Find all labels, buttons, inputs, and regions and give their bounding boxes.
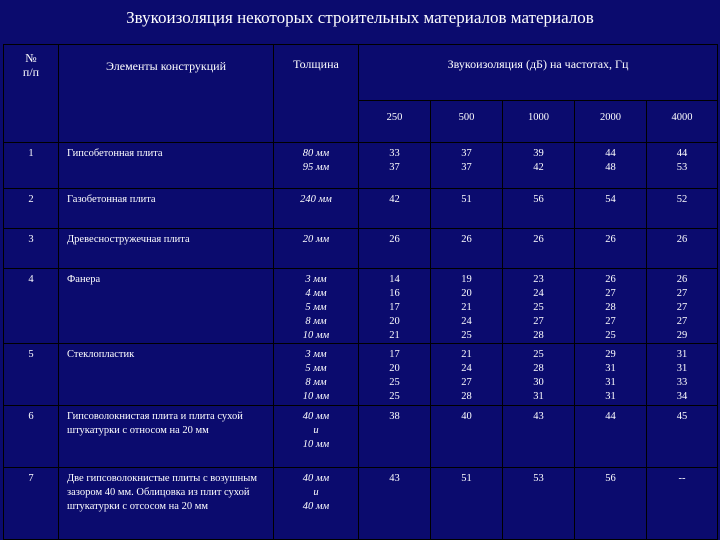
row-value: 21 24 27 28 <box>431 344 503 406</box>
row-thickness: 20 мм <box>274 229 359 269</box>
freq-header: 250 <box>359 101 431 143</box>
freq-header: 500 <box>431 101 503 143</box>
row-value: 39 42 <box>503 143 575 189</box>
row-value: 17 20 25 25 <box>359 344 431 406</box>
row-number: 7 <box>4 468 59 540</box>
row-number: 6 <box>4 406 59 468</box>
row-thickness: 3 мм 4 мм 5 мм 8 мм 10 мм <box>274 269 359 344</box>
row-value: 29 31 31 31 <box>575 344 647 406</box>
row-value: 56 <box>503 189 575 229</box>
row-number: 3 <box>4 229 59 269</box>
row-value: 43 <box>503 406 575 468</box>
col-header-num: № п/п <box>4 45 59 143</box>
row-value: 42 <box>359 189 431 229</box>
row-number: 5 <box>4 344 59 406</box>
row-thickness: 3 мм 5 мм 8 мм 10 мм <box>274 344 359 406</box>
row-value: 26 <box>431 229 503 269</box>
table-row <box>4 344 718 406</box>
row-value: 33 37 <box>359 143 431 189</box>
row-value: 26 <box>575 229 647 269</box>
row-value: 38 <box>359 406 431 468</box>
row-thickness: 240 мм <box>274 189 359 229</box>
row-value: 44 48 <box>575 143 647 189</box>
row-thickness: 40 мм и 10 мм <box>274 406 359 468</box>
row-value: 14 16 17 20 21 <box>359 269 431 344</box>
row-thickness: 80 мм 95 мм <box>274 143 359 189</box>
col-header-thickness: Толщина <box>274 45 359 143</box>
row-element-name: Две гипсоволокнистые плиты с возушным зазором 40 мм. Облицовка из плит сухой штукатурки с отсосом на 20 мм <box>59 468 274 540</box>
row-number: 2 <box>4 189 59 229</box>
row-thickness: 40 мм и 40 мм <box>274 468 359 540</box>
row-value: 19 20 21 24 25 <box>431 269 503 344</box>
row-value: 26 <box>503 229 575 269</box>
row-number: 4 <box>4 269 59 344</box>
row-value: 53 <box>503 468 575 540</box>
row-value: 44 <box>575 406 647 468</box>
row-element-name: Газобетонная плита <box>59 189 274 229</box>
row-element-name: Древесностружечная плита <box>59 229 274 269</box>
row-value: 26 <box>647 229 718 269</box>
row-element-name: Гипсобетонная плита <box>59 143 274 189</box>
table-row <box>4 143 718 189</box>
row-value: 52 <box>647 189 718 229</box>
page-title: Звукоизоляция некоторых строительных материалов материалов <box>126 8 594 27</box>
row-value: 44 53 <box>647 143 718 189</box>
row-value: 56 <box>575 468 647 540</box>
row-value: 31 31 33 34 <box>647 344 718 406</box>
row-value: 26 27 27 27 29 <box>647 269 718 344</box>
row-value: 26 <box>359 229 431 269</box>
col-header-element: Элементы конструкций <box>59 45 274 143</box>
row-number: 1 <box>4 143 59 189</box>
freq-header: 2000 <box>575 101 647 143</box>
table-row <box>4 468 718 540</box>
freq-header: 4000 <box>647 101 718 143</box>
row-value: 43 <box>359 468 431 540</box>
table-row <box>4 269 718 344</box>
row-value: 37 37 <box>431 143 503 189</box>
row-value: 40 <box>431 406 503 468</box>
row-element-name: Фанера <box>59 269 274 344</box>
row-value: 45 <box>647 406 718 468</box>
row-value: 25 28 30 31 <box>503 344 575 406</box>
table-row <box>4 189 718 229</box>
table-row <box>4 406 718 468</box>
sound-insulation-table <box>3 44 718 540</box>
table-row <box>4 229 718 269</box>
col-header-insulation: Звукоизоляция (дБ) на частотах, Гц <box>359 45 718 101</box>
row-element-name: Гипсоволокнистая плита и плита сухой штукатурки с относом на 20 мм <box>59 406 274 468</box>
row-element-name: Стеклопластик <box>59 344 274 406</box>
row-value: 23 24 25 27 28 <box>503 269 575 344</box>
row-value: -- <box>647 468 718 540</box>
row-value: 26 27 28 27 25 <box>575 269 647 344</box>
row-value: 51 <box>431 468 503 540</box>
row-value: 51 <box>431 189 503 229</box>
row-value: 54 <box>575 189 647 229</box>
freq-header: 1000 <box>503 101 575 143</box>
